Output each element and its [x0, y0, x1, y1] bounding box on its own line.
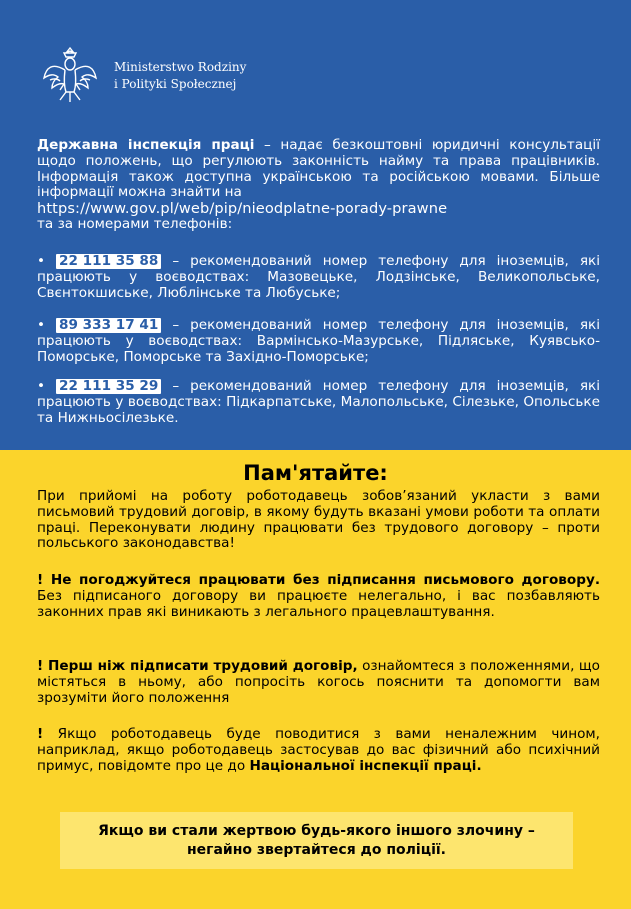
ministry-line-1: Ministerstwo Rodziny	[114, 60, 247, 74]
phone-number-2[interactable]: 89 333 17 41	[56, 318, 161, 333]
remember-p1-text: При прийомі на роботу роботодавець зобов’язаний укласти з вами письмовий трудовий договір, в якому будуть вказані умови роботи та оплати праці. Переконувати людину працювати без трудового договору – проти польського законодавства!	[37, 488, 600, 552]
alert-line-2: негайно звертайтеся до поліції.	[187, 841, 446, 858]
polish-eagle-icon	[42, 44, 98, 108]
intro-text: – надає безкоштовні юридичні консультації щодо положень, що регулюють законність найму та права працівників. Інформація також доступна українською та російською мовами. Більше інформації можна знайти на	[37, 137, 600, 201]
remember-paragraph-4	[37, 727, 600, 774]
remember-p3-bold: ! Перш ніж підписати трудовий договір,	[37, 658, 358, 674]
remember-title: Пам'ятайте:	[243, 461, 388, 485]
ministry-logo	[42, 44, 246, 108]
remember-p2-text: Без підписаного договору ви працюєте нелегально, і вас позбавляють законних прав які виникають з легального працевлаштування.	[37, 587, 600, 620]
phone-number-1[interactable]: 22 111 35 88	[56, 254, 161, 269]
phone-text-3: – рекомендований номер телефону для іноземців, які працюють у воєводствах: Підкарпатське, Малопольське, Сілезьке, Опольське та Нижньосілезьке.	[37, 378, 600, 426]
phone-text-2: – рекомендований номер телефону для іноземців, які працюють у воєводствах: Вармінсько-Мазурське, Підляське, Куявсько-Поморське, Поморське та Західно-Поморське;	[37, 317, 600, 365]
phone-item-1: • 22 111 35 88 – рекомендований номер телефону для іноземців, які працюють у воєводствах: Мазовецьке, Лодзінське, Великопольське, Свєнтокшиське, Люблінське та Любуське;	[37, 253, 600, 301]
phone-item-3: • 22 111 35 29 – рекомендований номер телефону для іноземців, які працюють у воєводствах: Підкарпатське, Малопольське, Сілезьке, Опольське та Нижньосілезьке.	[37, 378, 600, 426]
phone-number-3[interactable]: 22 111 35 29	[56, 379, 161, 394]
blue-section	[0, 0, 631, 450]
ministry-name	[114, 59, 246, 93]
remember-p4-mark: !	[37, 726, 44, 742]
alert-line-1: Якщо ви стали жертвою будь-якого іншого злочину –	[98, 822, 535, 839]
phone-text-1: – рекомендований номер телефону для іноземців, які працюють у воєводствах: Мазовецьке, Лодзінське, Великопольське, Свєнтокшиське, Люблінське та Любуське;	[37, 253, 600, 301]
ministry-line-2: i Polityki Społecznej	[114, 77, 237, 91]
remember-paragraph-1	[37, 489, 600, 552]
pip-url-link[interactable]: https://www.gov.pl/web/pip/nieodplatne-porady-prawne	[37, 200, 448, 218]
phone-item-2: • 89 333 17 41 – рекомендований номер телефону для іноземців, які працюють у воєводствах: Вармінсько-Мазурське, Підляське, Куявсько-Поморське, Поморське та Західно-Поморське;	[37, 317, 600, 365]
remember-p4-bold: Національної інспекції праці.	[249, 757, 482, 774]
remember-p2-bold: ! Не погоджуйтеся працювати без підписання письмового договору.	[37, 572, 600, 588]
remember-p4-text: Якщо роботодавець буде поводитися з вами неналежним чином, наприклад, якщо роботодавець застосував до вас фізичний або психічний примус, повідомте про це до	[37, 726, 600, 774]
remember-p3-text: ознайомтеся з положеннями, що містяться в ньому, або попросіть когось пояснити та допомогти вам зрозуміти його положення	[37, 658, 600, 706]
intro-paragraph	[37, 138, 600, 233]
remember-paragraph-2	[37, 573, 600, 620]
remember-paragraph-3	[37, 659, 600, 706]
police-alert-box	[60, 812, 573, 869]
intro-after-url: та за номерами телефонів:	[37, 215, 233, 232]
intro-bold: Державна інспекція праці	[37, 137, 255, 153]
